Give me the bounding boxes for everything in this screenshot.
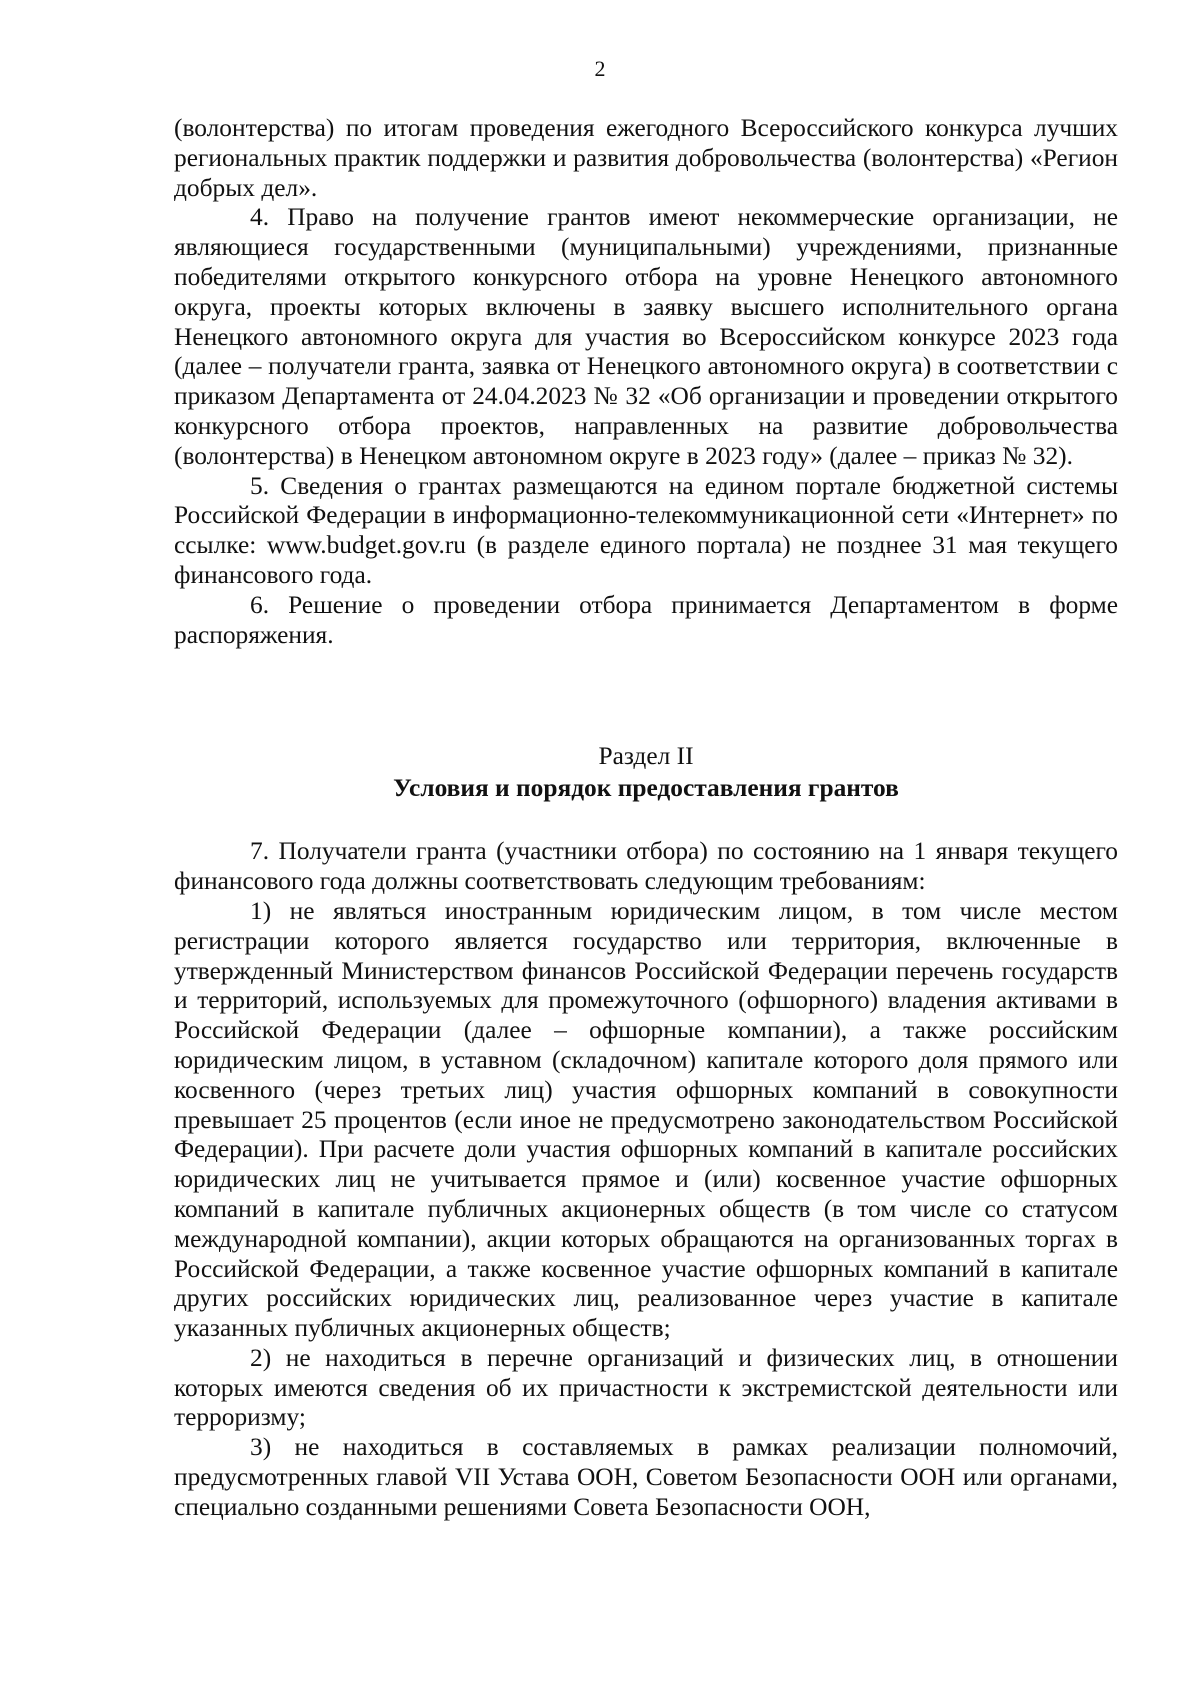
paragraph-item-5: 5. Сведения о грантах размещаются на едином портале бюджетной системы Российской Федерации в информационно-телекоммуникационной сети «Интернет» по ссылке: www.budget.gov.ru (в разделе единого портала) не позднее 31 мая текущего финансового года. xyxy=(174,471,1118,589)
paragraph-continuation: (волонтерства) по итогам проведения ежегодного Всероссийского конкурса лучших региональных практик поддержки и развития добровольчества (волонтерства) «Регион добрых дел». xyxy=(174,114,1118,202)
paragraph-subitem-2: 2) не находиться в перечне организаций и физических лиц, в отношении которых имеются сведения об их причастности к экстремистской деятельности или терроризму; xyxy=(174,1343,1118,1432)
paragraph-item-7: 7. Получатели гранта (участники отбора) по состоянию на 1 января текущего финансового года должны соответствовать следующим требованиям: xyxy=(174,837,1118,896)
paragraph-subitem-1: 1) не являться иностранным юридическим лицом, в том числе местом регистрации которого является государство или территория, включенные в утвержденный Министерством финансов Российской Федерации перечень государств и территорий, используемых для промежуточного (офшорного) владения активами в Российской Федерации (далее – офшорные компании), а также российским юридическим лицом, в уставном (складочном) капитале которого доля прямого или косвенного (через третьих лиц) участия офшорных компаний в совокупности превышает 25 процентов (если иное не предусмотрено законодательством Российской Федерации). При расчете доли участия офшорных компаний в капитале российских юридических лиц не учитывается прямое и (или) косвенное участие офшорных компаний в капитале публичных акционерных обществ (в том числе со статусом международной компании), акции которых обращаются на организованных торгах в Российской Федерации, а также косвенное участие офшорных компаний в капитале других российских юридических лиц, реализованное через участие в капитале указанных публичных акционерных обществ; xyxy=(174,896,1118,1343)
document-body xyxy=(174,114,1118,1523)
paragraph-subitem-3: 3) не находиться в составляемых в рамках реализации полномочий, предусмотренных главой VII Устава ООН, Советом Безопасности ООН или органами, специально созданными решениями Совета Безопасности ООН, xyxy=(174,1433,1118,1521)
section-title: Условия и порядок предоставления грантов xyxy=(393,774,899,803)
section-heading xyxy=(174,741,1118,805)
paragraph-item-4: 4. Право на получение грантов имеют некоммерческие организации, не являющиеся государственными (муниципальными) учреждениями, признанные победителями открытого конкурсного отбора на уровне Ненецкого автономного округа, проекты которых включены в заявку высшего исполнительного органа Ненецкого автономного округа для участия во Всероссийском конкурсе 2023 года (далее – получатели гранта, заявка от Ненецкого автономного округа) в соответствии с приказом Департамента от 24.04.2023 № 32 «Об организации и проведении открытого конкурсного отбора проектов, направленных на развитие добровольчества (волонтерства) в Ненецком автономном округе в 2023 году» (далее – приказ № 32). xyxy=(174,203,1118,470)
page-number: 2 xyxy=(594,56,606,81)
paragraph-item-6: 6. Решение о проведении отбора принимается Департаментом в форме распоряжения. xyxy=(174,590,1118,649)
section-number: Раздел II xyxy=(598,742,694,771)
